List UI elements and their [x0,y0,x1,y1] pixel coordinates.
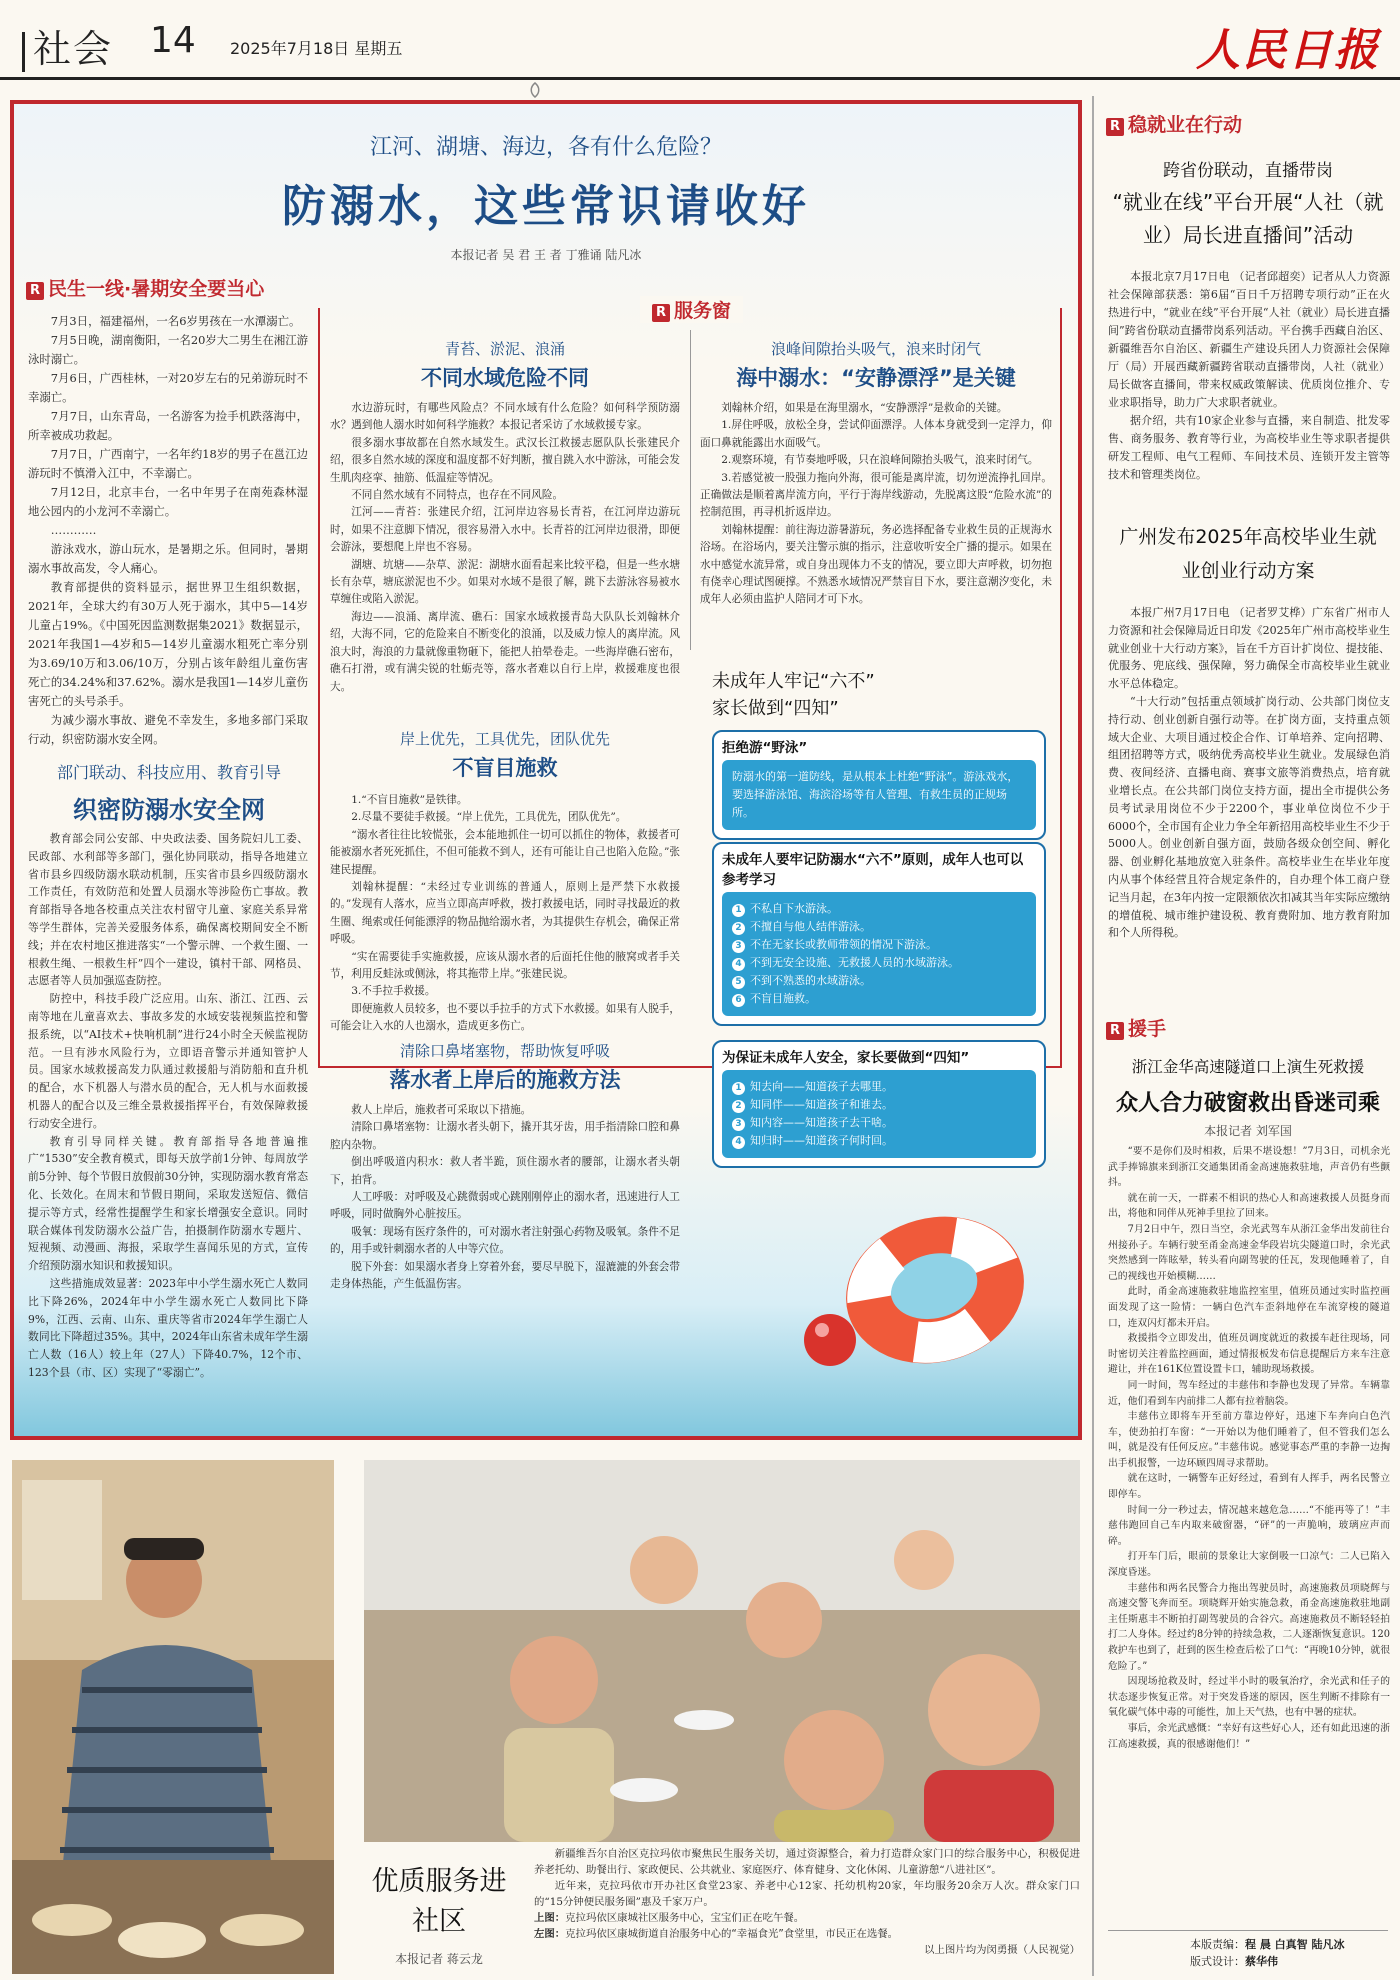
right-column-rule [1092,96,1094,1976]
community-headline: 优质服务进社区 [371,1866,507,1937]
section-b-text: 刘翰林介绍，如果是在海里溺水，“安静漂浮”是救命的关键。 1.屏住呼吸，放松全身，尝试仰面漂浮。人体本身就受到一定浮力，仰面口鼻就能露出水面吸气。 2.观察环境，有节奏地呼吸，只在浪峰间隙抬头吸气，浪来时闭气。 3.若感觉被一股强力拖向外海，很可能是离岸流，切勿逆流挣扎回岸。正确做法是顺着离岸流方向，平行于海岸线游动，先脱离这股“危险水流”的控制范围，再寻机折返岸边。 刘翰林提醒：前往海边游暑游玩，务必选择配备专业救生员的正规海水浴场。在浴场内，要关注警示旗的指示，注意收听安全广播的提示。如果在水中感觉水流异常，或自身出现体力不支的情况，要立即大声呼救，切勿抱有侥幸心理试图硬撑。不熟悉水域情况严禁盲目下水，要注意潮汐变化，未成年人必须由监护人陪同才可下水。 [700,402,1052,606]
page-ornament-icon [528,82,542,98]
jobs-s1-text: 本报北京7月17日电 （记者邱超奕）记者从人力资源社会保障部获悉：第6届“百日千万招聘专项行动”正在火热进行中，“就业在线”平台开展“人社（就业）局长进直播间”跨省份联动直播带岗系列活动。平台携手西藏自治区、新疆维吾尔自治区、新疆生产建设兵团人力资源社会保障厅（局）开展西藏新疆跨省联动直播带岗，人社（就业）局长做客直播间，带来权威政策解读、优质岗位推介、专业求职指导，助力广大求职者就业。 据介绍，共有10家企业参与直播，来自制造、批发零售、商务服务、教育等行业，为高校毕业生等求职者提供研发工程师、电气工程师、车间技术员、连锁开发主管等技术和管理类岗位。 [1108,270,1390,481]
rescue-text: “要不是你们及时相救，后果不堪设想！”7月3日，司机余光武手捧锦旗来到浙江交通集团甬金高速施救驻地，声音仍有些颤抖。 就在前一天，一群素不相识的热心人和高速救援人员挺身而出，将他和同伴从死神手里拉了回来。 7月2日中午，烈日当空，余光武驾车从浙江金华出发前往台州接孙子。车辆行驶至甬金高速金华段岩坑尖隧道口时，余光武突然感到一阵眩晕，转头看向副驾驶的任瓦，发现他睡着了，自己的视线也开始模糊…… 此时，甬金高速施救驻地监控室里，值班员通过实时监控画面发现了这一险情：一辆白色汽车歪斜地停在车流穿梭的隧道口，连双闪灯都未开启。 救援指令立即发出，值班员调度就近的救援车赶往现场，同时密切关注着监控画面，通过情报板发布信息提醒后方来车注意避让，并在161K位置设置卡口，辅助现场救援。 同一时间，驾车经过的丰慈伟和李静也发现了异常。车辆靠近，他们看到车内前排二人都有拉着脑袋。 丰慈伟立即将车开至前方靠边停好，迅速下车奔向白色汽车，使劲拍打车窗：“一开始以为他们睡着了，但不管我们怎么叫，就是没有任何反应。”丰慈伟说。感觉事态严重的李静一边掏出手机报警，一边环顾四周寻求帮助。 就在这时，一辆警车正好经过，看到有人挥手，两名民警立即停车。 时间一分一秒过去，情况越来越危急……“不能再等了！”丰慈伟跑回自己车内取来破窗器，“砰”的一声脆响，玻璃应声而碎。 打开车门后，眼前的景象让大家倒吸一口凉气：二人已陷入深度昏迷。 丰慈伟和两名民警合力拖出驾驶员时，高速施救员项晓辉与高速交警飞奔而至。项晓辉开始实施急救，甬金高速施救驻地副主任斯惠丰不断拍打副驾驶员的合谷穴。高速施救员不断轻轻拍打二人身体。经过约8分钟的持续急救，二人逐渐恢复意识。120救护车也到了，赶到的医生检查后松了口气：“再晚10分钟，就很危险了。” 因现场抢救及时，经过半小时的吸氧治疗，余光武和任子的状态逐步恢复正常。对于突发昏迷的原因，医生判断不排除有一氧化碳气体中毒的可能性，加上天气热，也有中暑的症状。 事后，余光武感慨：“幸好有这些好心人，还有如此迅速的浙江高速救援，真的很感谢他们！” [1108,1146,1390,1750]
section-b-title: 海中溺水：“安静漂浮”是关键 [736,366,1016,390]
rescue-kicker: 浙江金华高速隧道口上演生死救援 [1131,1058,1365,1076]
network-text: 教育部会同公安部、中央政法委、国务院妇儿工委、民政部、水利部等多部门，强化协同联动，指导各地建立省市县乡四级防溺水联动机制，压实省市县乡四级防溺水工作责任，有效防范和处置人员溺水等涉险伤亡事故。教育部指导各地各校重点关注农村留守儿童、家庭关系异常等学生群体，完善关爱服务体系，确保离校期间安全不断线；并在农村地区推进落实“一个警示牌、一个救生圈、一根救生绳、一根救生杆”四个一建设，镇村干部、网格员、志愿者等人员加强巡查防控。 防控中，科技手段广泛应用。山东、浙江、江西、云南等地在儿童喜欢去、事故多发的水域安装视频监控和警报系统，以“AI技术+快响机制”进行24小时全天候监视防范。一旦有涉水风险行为，立即语音警示并通知管护人员。国家水域救援高发力队通过救援船与消防船和直升机的配合，水下机器人与潜水员的配合，无人机与水面救援机器人的配合以及三维全景救援指挥平台，有效保障救援行动安全进行。 教育引导同样关键。教育部指导各地普遍推广“1530”安全教育模式，即每天放学前1分钟、每周放学前5分钟、每个节假日放假前30分钟，实现防溺水教育常态化、长效化。在周末和节假日期间，采取发送短信、微信提示等方式，经常性提醒学生和家长增强安全意识。同时联合媒体刊发防溺水公益广告，拍摄制作防溺水专题片、短视频、动漫画、海报，采取学生喜闻乐见的方式，宣传介绍预防溺水知识和救援知识。 这些措施成效显著：2023年中小学生溺水死亡人数同比下降26%，2024年中小学生溺水死亡人数同比下降9%，江西、云南、山东、重庆等省市2024年学生溺亡人数同比下降超过35%。其中，2024年山东省未成年学生溺亡人数（16人）较上年（27人）下降40.7%，12个市、123个县（市、区）实现了“零溺亡”。 [28,832,308,1379]
issue-date: 2025年7月18日 星期五 [230,39,403,58]
jobs-s2-text: 本报广州7月17日电 （记者罗艾桦）广东省广州市人力资源和社会保障局近日印发《2025年广州市高校毕业生就业创业十大行动方案》，旨在千方百计扩岗位、提技能、优服务、兜底线、强保障，努力确保全市高校毕业生就业水平总体稳定。 “十大行动”包括重点领域扩岗行动、公共部门岗位支持行动、创业创新自强行动等。在扩岗方面，支持重点领域大企业、大项目通过校企合作、订单培养、定向招聘、组团招聘等方式，吸纳优秀高校毕业生就业。发展绿色消费、夜间经济、直播电商、赛事文旅等消费热点，培育就业增长点。在公共部门岗位支持方面，提出全市提供公务员考试录用岗位不少于2200个，事业单位岗位不少于6000个，全市国有企业力争全年新招用高校毕业生不少于5000人。创业创新自强方面，鼓励各级众创空间、孵化器、创业孵化基地放宽入驻条件。高校毕业生在毕业年度内从事个体经营且符合规定条件的，自办理个体工商户登记当月起，在3年内按一定限额依次扣减其当年实际应缴纳的增值税、城市维护建设税、教育费附加、地方教育附加和个人所得税。 [1108,606,1390,940]
section-b-kicker: 浪峰间隙抬头吸气，浪来时闭气 [770,340,981,358]
network-kicker: 部门联动、科技应用、教育引导 [56,763,281,782]
editors-credit: 本版责编：程 晨 白真智 陆凡冰 版式设计：蔡华伟 [1190,1938,1345,1968]
jobs-column-header: R 稳就业在行动 [1106,110,1242,137]
masthead [0,0,1400,80]
photo-toddlers-lunch [364,1460,1080,1842]
jobs-s1-kicker: 跨省份联动，直播带岗 [1163,161,1333,181]
r-badge-icon: R [1106,118,1124,136]
six-no-heading: 未成年人牢记“六不” 家长做到“四知” [712,671,875,719]
section-c-text: 1.“不盲目施救”是铁律。 2.尽量不要徒手救援。“岸上优先，工具优先，团队优先”。 “溺水者往往比较慌张，会本能地抓住一切可以抓住的物体，救援者可能被溺水者死死抓住，不但可能救不到人，还有可能让自己也陷入危险。”张建民提醒。 刘翰林提醒：“未经过专业训练的普通人，原则上是严禁下水救援的。”发现有人落水，应当立即高声呼救，拨打救援电话，同时寻找最近的救生圈、绳索或任何能漂浮的物品抛给溺水者，为其提供生存机会，确保正常呼吸。 “实在需要徒手实施救援，应该从溺水者的后面托住他的腋窝或者手关节，利用反蛙泳或侧泳，将其拖带上岸。”张建民说。 3.不手拉手救援。 即便施救人员较多，也不要以手拉手的方式下水救援。如果有人脱手，可能会让入水的人也溺水，造成更多伤亡。 [330,794,680,1033]
rescue-headline: 众人合力破窗救出昏迷司乘 [1115,1091,1380,1116]
service-window-header: R 服务窗 [640,296,743,323]
r-badge-icon: R [1106,1022,1124,1040]
community-byline: 本报记者 蒋云龙 [395,1952,483,1966]
section-a-title: 不同水域危险不同 [421,366,589,390]
newspaper-logo: 人民日报 [1196,25,1380,76]
section-name: 社会 [22,18,113,73]
photo-canteen-man [12,1460,334,1974]
editors-rule [1108,1930,1388,1931]
six-no-box: 未成年人要牢记防溺水“六不”原则，成年人也可以参考学习 1 不私自下水游泳。 2 不擅自与他人结伴游泳。 3 不在无家长或教师带领的情况下游泳。 4 不到无安全设施、无救援人员的水域游泳。 5 不到不熟悉的水域游泳。 6 不盲目施救。 [712,842,1046,1026]
r-badge-icon: R [26,282,44,300]
jobs-s2-headline: 广州发布2025年高校毕业生就业创业行动方案 [1119,526,1377,582]
page-number: 14 [150,20,196,61]
section-a-text: 水边游玩时，有哪些风险点？不同水域有什么危险？如何科学预防溺水？遇到他人溺水时如何科学施救？本报记者采访了水域救援专家。 很多溺水事故都在自然水域发生。武汉长江救援志愿队队长张建民介绍，很多自然水域的深度和温度都不好判断，擅自跳入水中游泳，可能会发生肌肉痉挛、抽筋、低温症等情况。 不同自然水域有不同特点，也存在不同风险。 江河——青苔：张建民介绍，江河岸边容易长青苔，在江河岸边游玩时，如果不注意脚下情况，很容易滑入水中。长青苔的江河岸边很滑，即便会游泳，要想爬上岸也不容易。 湖塘、坑塘——杂草、淤泥：湖塘水面看起来比较平稳，但是一些水塘长有杂草，塘底淤泥也不少。如果对水域不是很了解，跳下去游泳容易被水草缠住或陷入淤泥。 海边——浪涌、离岸流、礁石：国家水域救援青岛大队队长刘翰林介绍，大海不同，它的危险来自不断变化的浪涌，以及威力惊人的离岸流。风浪大时，海浪的力量就像重物砸下，能把人拍晕卷走。一些海岸礁石密布，礁石打滑，或有满尖锐的牡蛎壳等，落水者难以自行上岸，救援难度也很大。 [330,402,680,693]
beach-ball-icon [804,1314,856,1366]
lead-headline: 防溺水，这些常识请收好 [282,181,810,232]
section-c-title: 不盲目施救 [452,756,558,780]
no-wild-swim-box: 拒绝游“野泳” 防溺水的第一道防线，是从根本上杜绝“野泳”。游泳戏水，要选择游泳馆、海滨浴场等有人管理、有救生员的正规场所。 [712,730,1046,840]
lead-kicker: 江河、湖塘、海边，各有什么危险？ [369,135,722,160]
section-d-title: 落水者上岸后的施救方法 [389,1068,621,1092]
section-d-text: 救人上岸后，施救者可采取以下措施。 清除口鼻堵塞物：让溺水者头朝下，撬开其牙齿，用手指清除口腔和鼻腔内杂物。 倒出呼吸道内积水：救人者半跪，顶住溺水者的腰部，让溺水者头朝下，拍背。 人工呼吸：对呼吸及心跳微弱或心跳刚刚停止的溺水者，迅速进行人工呼吸，同时做胸外心脏按压。 吸氧：现场有医疗条件的，可对溺水者注射强心药物及吸氧。条件不足的，用手或针刺溺水者的人中等穴位。 脱下外套：如果溺水者身上穿着外套，要尽早脱下，湿漉漉的外套会带走身体热能，产生低温伤害。 [330,1104,680,1291]
rescue-column-header: R 援手 [1106,1014,1166,1041]
frontline-text: 7月3日，福建福州，一名6岁男孩在一水潭溺亡。 7月5日晚，湖南衡阳，一名20岁大二男生在湘江游泳时溺亡。 7月6日，广西桂林，一对20岁左右的兄弟游玩时不幸溺亡。 7月7日，山东青岛，一名游客为捡手机跌落海中，所幸被成功救起。 7月7日，广西南宁，一名年约18岁的男子在邕江边游玩时不慎滑入江中，不幸溺亡。 7月12日，北京丰台，一名中年男子在南苑森林湿地公园内的小龙河不幸溺亡。 ………… 游泳戏水，游山玩水，是暑期之乐。但同时，暑期溺水事故高发，令人痛心。 教育部提供的资料显示，据世界卫生组织数据，2021年，全球大约有30万人死于溺水，其中5—14岁儿童占19%。《中国死因监测数据集2021》数据显示，2021年我国1—4岁和5—14岁儿童溺水粗死亡率分别为3.69/10万和3.06/10万，分别占该年龄组儿童伤害死亡的34.24%和37.62%。溺水是我国1—14岁儿童伤害死亡的头号杀手。 为减少溺水事故、避免不幸发生，多地多部门采取行动，织密防溺水安全网。 [28,314,308,746]
photo-credit: 以上图片均为闵勇摄（人民视觉） [924,1944,1080,1956]
community-text: 新疆维吾尔自治区克拉玛依市聚焦民生服务关切，通过资源整合，着力打造群众家门口的综合服务中心，积极促进养老托幼、助餐出行、家政便民、公共就业、家庭医疗、体育健身、文化休闲、儿童游憩“八进社区”。 近年来，克拉玛依市开办社区食堂23家、养老中心12家、托幼机构20家，年均服务20余万人次。群众家门口的“15分钟便民服务圈”惠及千家万户。 上图：克拉玛依区康城社区服务中心，宝宝们正在吃午餐。 左图：克拉玛依区康城街道自治服务中心的“幸福食光”食堂里，市民正在选餐。 以上图片均为闵勇摄（人民视觉） [534,1848,1080,1956]
column-divider [690,330,691,650]
section-c-kicker: 岸上优先，工具优先，团队优先 [399,730,610,748]
r-badge-icon: R [652,304,670,322]
swim-ring-illustration [720,1180,1050,1430]
network-headline: 织密防溺水安全网 [73,796,265,824]
section-d-kicker: 清除口鼻堵塞物，帮助恢复呼吸 [399,1042,610,1060]
rescue-byline: 本报记者 刘军国 [1204,1124,1292,1138]
four-know-box: 为保证未成年人安全，家长要做到“四知” 1 知去向——知道孩子去哪里。 2 知同伴——知道孩子和谁去。 3 知内容——知道孩子去干啥。 4 知归时——知道孩子何时回。 [712,1040,1046,1168]
jobs-s1-headline: “就业在线”平台开展“人社（就业）局长进直播间”活动 [1112,190,1384,247]
frontline-header: R 民生一线·暑期安全要当心 [26,274,316,301]
section-a-kicker: 青苔、淤泥、浪涌 [444,340,565,358]
lead-byline: 本报记者 吴 君 王 者 丁雅诵 陆凡冰 [450,248,642,262]
